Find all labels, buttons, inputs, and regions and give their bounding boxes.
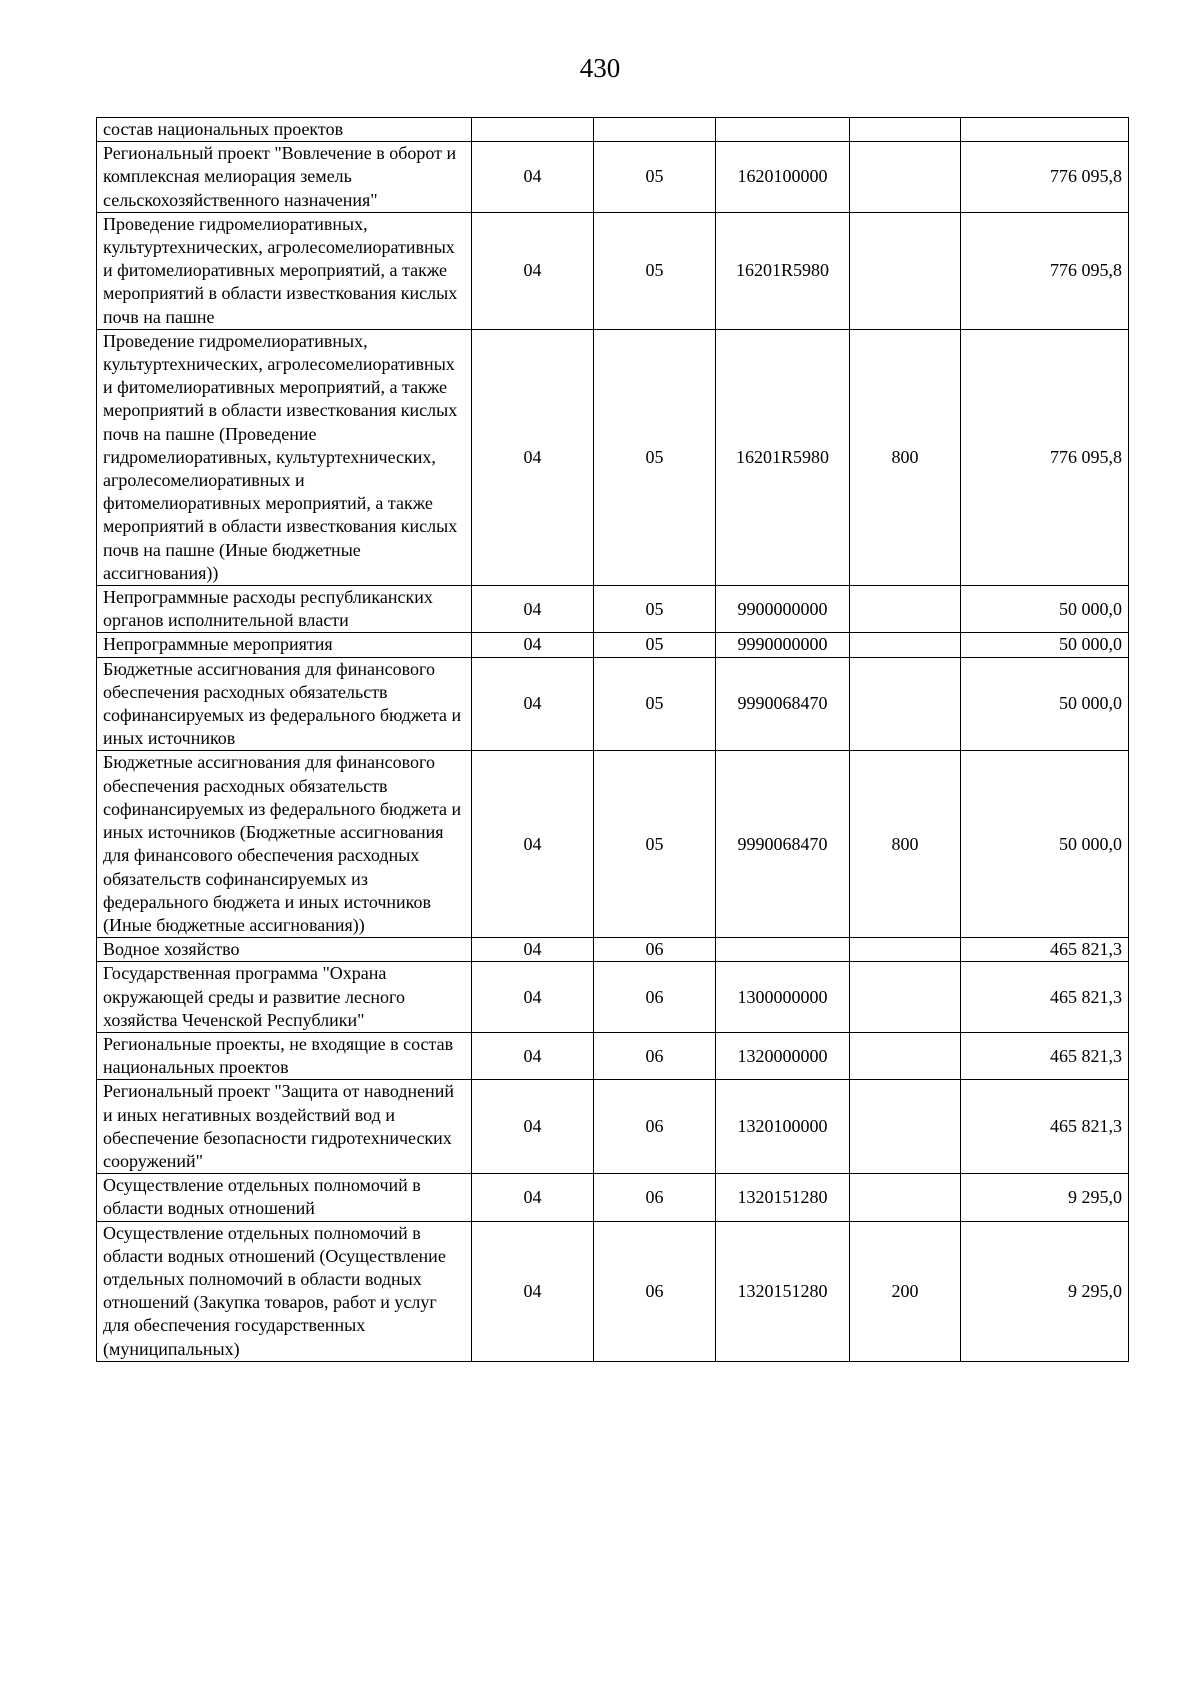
row-target-code [716,118,850,142]
row-subsection: 05 [594,212,716,329]
row-target-code: 9990068470 [716,751,850,938]
row-section: 04 [472,962,594,1033]
row-subsection: 06 [594,1032,716,1079]
table-row [97,212,1129,329]
row-subsection [594,118,716,142]
row-expense-type [850,633,961,657]
row-expense-type [850,586,961,633]
row-section: 04 [472,142,594,213]
row-expense-type [850,1080,961,1174]
row-section: 04 [472,633,594,657]
row-subsection: 06 [594,1174,716,1221]
row-name: Региональный проект "Защита от наводнений и иных негативных воздействий вод и обеспечение безопасности гидротехнических сооружений" [97,1080,472,1174]
row-amount: 465 821,3 [961,1032,1129,1079]
row-subsection: 05 [594,586,716,633]
table-row [97,1221,1129,1361]
row-expense-type [850,657,961,751]
row-section: 04 [472,751,594,938]
row-subsection: 06 [594,938,716,962]
row-subsection: 05 [594,633,716,657]
table-row [97,633,1129,657]
row-amount: 50 000,0 [961,633,1129,657]
row-target-code [716,938,850,962]
row-expense-type: 800 [850,751,961,938]
row-expense-type [850,938,961,962]
table-row [97,142,1129,213]
table-row [97,1174,1129,1221]
row-subsection: 06 [594,962,716,1033]
row-section [472,118,594,142]
table-row [97,586,1129,633]
row-section: 04 [472,657,594,751]
row-name: Бюджетные ассигнования для финансового обеспечения расходных обязательств софинансируемых из федерального бюджета и иных источников (Бюджетные ассигнования для финансового обеспечения расходных обязательств софинансируемых из федерального бюджета и иных источников (Иные бюджетные ассигнования)) [97,751,472,938]
row-target-code: 1320151280 [716,1174,850,1221]
row-subsection: 06 [594,1080,716,1174]
row-name: Проведение гидромелиоративных, культуртехнических, агролесомелиоративных и фитомелиоративных мероприятий, а также мероприятий в области известкования кислых почв на пашне [97,212,472,329]
row-expense-type: 200 [850,1221,961,1361]
page-number: 430 [579,53,621,83]
table-row [97,329,1129,585]
row-expense-type [850,118,961,142]
row-target-code: 1300000000 [716,962,850,1033]
row-name: состав национальных проектов [97,118,472,142]
row-amount: 50 000,0 [961,586,1129,633]
row-expense-type [850,1174,961,1221]
row-name: Осуществление отдельных полномочий в области водных отношений (Осуществление отдельных полномочий в области водных отношений (Закупка товаров, работ и услуг для обеспечения государственных (муниципальных) [97,1221,472,1361]
row-name: Проведение гидромелиоративных, культуртехнических, агролесомелиоративных и фитомелиоративных мероприятий, а также мероприятий в области известкования кислых почв на пашне (Проведение гидромелиоративных, культуртехнических, агролесомелиоративных и фитомелиоративных мероприятий, а также мероприятий в области известкования кислых почв на пашне (Иные бюджетные ассигнования)) [97,329,472,585]
row-target-code: 16201R5980 [716,329,850,585]
row-subsection: 05 [594,657,716,751]
row-target-code: 1320151280 [716,1221,850,1361]
row-section: 04 [472,938,594,962]
row-amount: 9 295,0 [961,1221,1129,1361]
row-expense-type: 800 [850,329,961,585]
row-name: Осуществление отдельных полномочий в области водных отношений [97,1174,472,1221]
row-section: 04 [472,212,594,329]
row-amount: 776 095,8 [961,212,1129,329]
table-row [97,657,1129,751]
table-row [97,1032,1129,1079]
row-name: Государственная программа "Охрана окружающей среды и развитие лесного хозяйства Чеченской Республики" [97,962,472,1033]
row-section: 04 [472,586,594,633]
row-section: 04 [472,1174,594,1221]
row-subsection: 05 [594,751,716,938]
table-row [97,938,1129,962]
row-subsection: 05 [594,142,716,213]
row-amount: 50 000,0 [961,751,1129,938]
row-target-code: 9900000000 [716,586,850,633]
row-amount: 465 821,3 [961,962,1129,1033]
table-row [97,751,1129,938]
table-row [97,118,1129,142]
table-row [97,962,1129,1033]
row-target-code: 1320000000 [716,1032,850,1079]
row-subsection: 05 [594,329,716,585]
row-name: Региональный проект "Вовлечение в оборот и комплексная мелиорация земель сельскохозяйственного назначения" [97,142,472,213]
row-section: 04 [472,329,594,585]
row-amount: 50 000,0 [961,657,1129,751]
row-expense-type [850,962,961,1033]
row-target-code: 1620100000 [716,142,850,213]
row-amount: 9 295,0 [961,1174,1129,1221]
row-name: Непрограммные мероприятия [97,633,472,657]
row-name: Непрограммные расходы республиканских органов исполнительной власти [97,586,472,633]
row-section: 04 [472,1221,594,1361]
row-amount: 776 095,8 [961,142,1129,213]
row-amount: 465 821,3 [961,1080,1129,1174]
row-target-code: 16201R5980 [716,212,850,329]
budget-table [96,117,1129,1362]
row-name: Региональные проекты, не входящие в состав национальных проектов [97,1032,472,1079]
row-section: 04 [472,1080,594,1174]
row-amount [961,118,1129,142]
row-expense-type [850,1032,961,1079]
row-target-code: 9990068470 [716,657,850,751]
table-row [97,1080,1129,1174]
row-amount: 776 095,8 [961,329,1129,585]
row-target-code: 1320100000 [716,1080,850,1174]
row-section: 04 [472,1032,594,1079]
row-target-code: 9990000000 [716,633,850,657]
row-expense-type [850,212,961,329]
row-name: Водное хозяйство [97,938,472,962]
row-amount: 465 821,3 [961,938,1129,962]
row-name: Бюджетные ассигнования для финансового обеспечения расходных обязательств софинансируемых из федерального бюджета и иных источников [97,657,472,751]
row-subsection: 06 [594,1221,716,1361]
row-expense-type [850,142,961,213]
